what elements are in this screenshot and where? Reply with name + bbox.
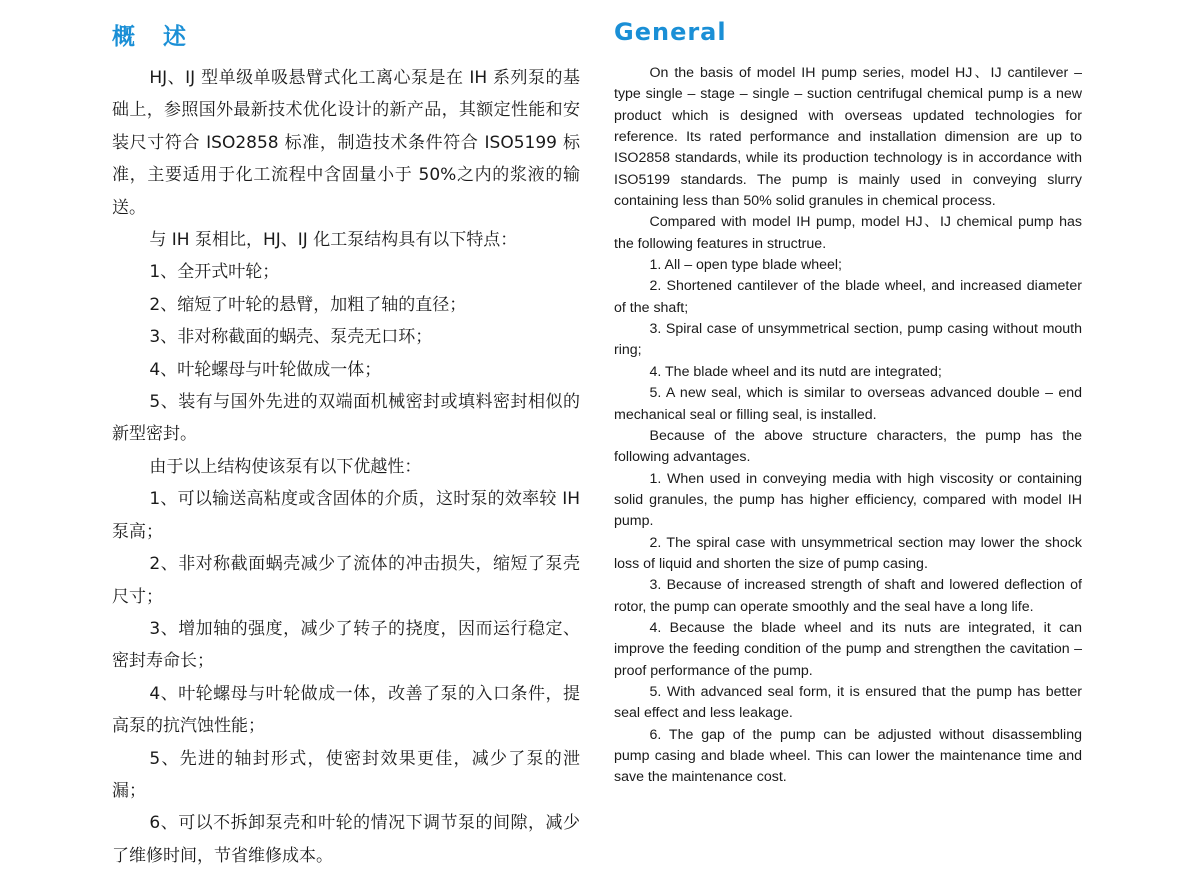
english-feature-item: 5. A new seal, which is similar to overseas advanced double – end mechanical seal or filling seal, is installed. <box>614 385 1082 423</box>
english-feature-item: 4. The blade wheel and its nutd are integrated; <box>649 363 942 380</box>
chinese-feature-item: 1、全开式叶轮； <box>149 262 280 283</box>
english-advantage-item: 2. The spiral case with unsymmetrical section may lower the shock loss of liquid and shorten the size of pump casing. <box>614 534 1082 572</box>
chinese-features-intro: 与 IH 泵相比，HJ、IJ 化工泵结构具有以下特点： <box>149 230 518 251</box>
english-advantage-item: 6. The gap of the pump can be adjusted without disassembling pump casing and blade wheel. This can lower the maintenance time and save the maintenance cost. <box>614 726 1082 786</box>
chinese-advantages-intro: 由于以上结构使该泵有以下优越性： <box>149 456 422 477</box>
chinese-advantage-item: 1、可以输送高粘度或含固体的介质，这时泵的效率较 IH 泵高； <box>112 489 580 542</box>
english-feature-item: 3. Spiral case of unsymmetrical section, pump casing without mouth ring; <box>614 321 1082 359</box>
english-advantage-item: 5. With advanced seal form, it is ensured that the pump has better seal effect and less leakage. <box>614 683 1082 722</box>
chinese-feature-item: 3、非对称截面的蜗壳、泵壳无口环； <box>149 327 433 348</box>
chinese-advantage-item: 2、非对称截面蜗壳减少了流体的冲击损失，缩短了泵壳尺寸； <box>112 554 580 607</box>
english-feature-item: 1. All – open type blade wheel; <box>649 257 842 274</box>
english-advantage-item: 4. Because the blade wheel and its nuts are integrated, it can improve the feeding condition of the pump and strengthen the cavitation – proof performance of the pump. <box>614 619 1082 679</box>
english-advantages-intro: Because of the above structure characters, the pump has the following advantages. <box>614 427 1082 466</box>
english-feature-item: 2. Shortened cantilever of the blade wheel, and increased diameter of the shaft; <box>614 278 1082 316</box>
english-heading: General <box>614 18 727 46</box>
chinese-advantage-item: 3、增加轴的强度，减少了转子的挠度，因而运行稳定、密封寿命长； <box>112 618 580 672</box>
chinese-advantage-item: 6、可以不拆卸泵壳和叶轮的情况下调节泵的间隙，减少了维修时间，节省维修成本。 <box>112 813 580 866</box>
chinese-heading: 概 述 <box>112 24 197 50</box>
english-features-intro: Compared with model IH pump, model HJ、IJ chemical pump has the following features in structrue. <box>614 214 1082 252</box>
english-advantage-item: 3. Because of increased strength of shaft and lowered deflection of rotor, the pump can operate smoothly and the seal have a long life. <box>614 577 1082 615</box>
chinese-feature-item: 4、叶轮螺母与叶轮做成一体； <box>149 359 382 380</box>
chinese-intro-paragraph: HJ、IJ 型单级单吸悬臂式化工离心泵是在 IH 系列泵的基础上，参照国外最新技术优化设计的新产品，其额定性能和安装尺寸符合 ISO2858 标准，制造技术条件符合 ISO5199 标准，主要适用于化工流程中含固量小于 50%之内的浆液的输送。 <box>112 68 580 218</box>
chinese-feature-item: 5、装有与国外先进的双端面机械密封或填料密封相似的新型密封。 <box>112 392 580 445</box>
chinese-advantage-item: 4、叶轮螺母与叶轮做成一体，改善了泵的入口条件，提高泵的抗汽蚀性能； <box>112 683 580 737</box>
chinese-feature-item: 2、缩短了叶轮的悬臂，加粗了轴的直径； <box>149 294 467 315</box>
chinese-advantage-item: 5、先进的轴封形式，使密封效果更佳，减少了泵的泄漏； <box>112 748 580 801</box>
english-intro-paragraph: On the basis of model IH pump series, model HJ、IJ cantilever – type single – stage – single – suction centrifugal chemical pump is a new product which is designed with overseas updated technologies for reference. Its rated performance and installation dimension are up to ISO2858 standards, while its production technology is in accordance with ISO5199 standards. The pump is mainly used in conveying slurry containing less than 50% solid granules in chemical process. <box>614 65 1082 210</box>
english-body <box>614 63 1082 789</box>
chinese-body <box>112 62 580 872</box>
english-advantage-item: 1. When used in conveying media with high viscosity or containing solid granules, the pump has higher efficiency, compared with model IH pump. <box>614 470 1082 530</box>
